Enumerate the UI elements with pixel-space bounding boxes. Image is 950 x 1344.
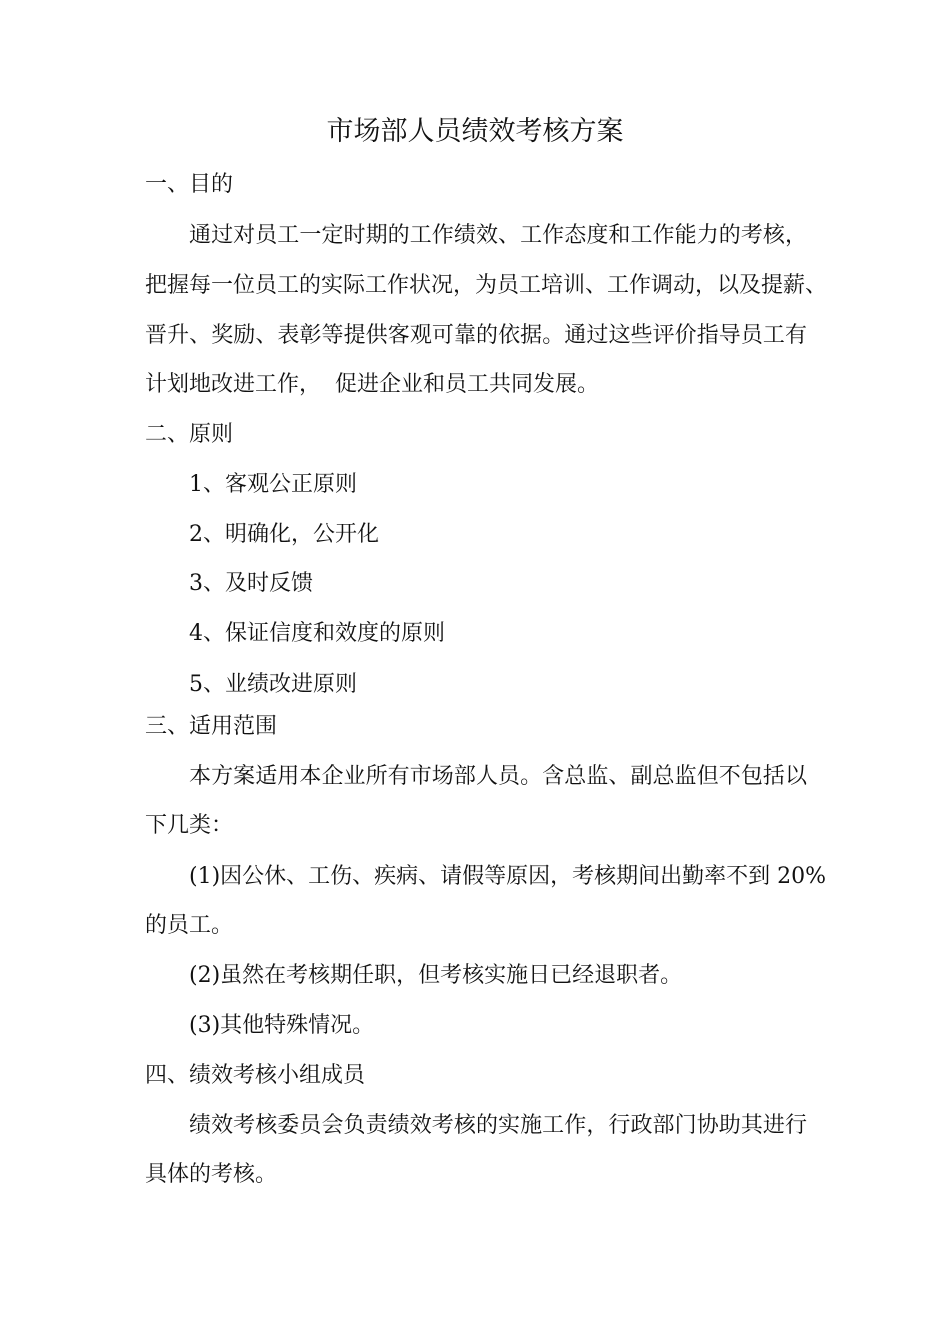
paragraph-line: 的员工。 — [145, 913, 234, 938]
list-item: (1)因公休、工伤、疾病、请假等原因，考核期间出勤率不到 20% — [189, 864, 827, 889]
section-heading-purpose: 一、目的 — [145, 172, 234, 197]
list-item: (2)虽然在考核期任职，但考核实施日已经退职者。 — [189, 963, 683, 988]
list-item: 1、客观公正原则 — [189, 472, 357, 497]
section-heading-principles: 二、原则 — [145, 422, 234, 447]
paragraph-line: 把握每一位员工的实际工作状况，为员工培训、工作调动，以及提薪、 — [145, 273, 828, 298]
paragraph-line: 绩效考核委员会负责绩效考核的实施工作，行政部门协助其进行 — [189, 1113, 807, 1138]
document-title: 市场部人员绩效考核方案 — [326, 116, 624, 147]
list-item: 3、及时反馈 — [189, 571, 313, 596]
section-heading-team: 四、绩效考核小组成员 — [145, 1063, 366, 1088]
section-heading-scope: 三、适用范围 — [145, 714, 278, 739]
list-item: 5、业绩改进原则 — [189, 672, 357, 697]
list-item: 4、保证信度和效度的原则 — [189, 621, 445, 646]
paragraph-line: 具体的考核。 — [145, 1162, 278, 1187]
paragraph-line: 本方案适用本企业所有市场部人员。含总监、副总监但不包括以 — [189, 764, 807, 789]
paragraph-line: 下几类： — [145, 813, 234, 838]
paragraph-line: 计划地改进工作， 促进企业和员工共同发展。 — [145, 372, 599, 397]
paragraph-line: 通过对员工一定时期的工作绩效、工作态度和工作能力的考核， — [189, 223, 807, 248]
paragraph-line: 晋升、奖励、表彰等提供客观可靠的依据。通过这些评价指导员工有 — [145, 323, 807, 348]
list-item: 2、明确化，公开化 — [189, 522, 379, 547]
list-item: (3)其他特殊情况。 — [189, 1013, 375, 1038]
